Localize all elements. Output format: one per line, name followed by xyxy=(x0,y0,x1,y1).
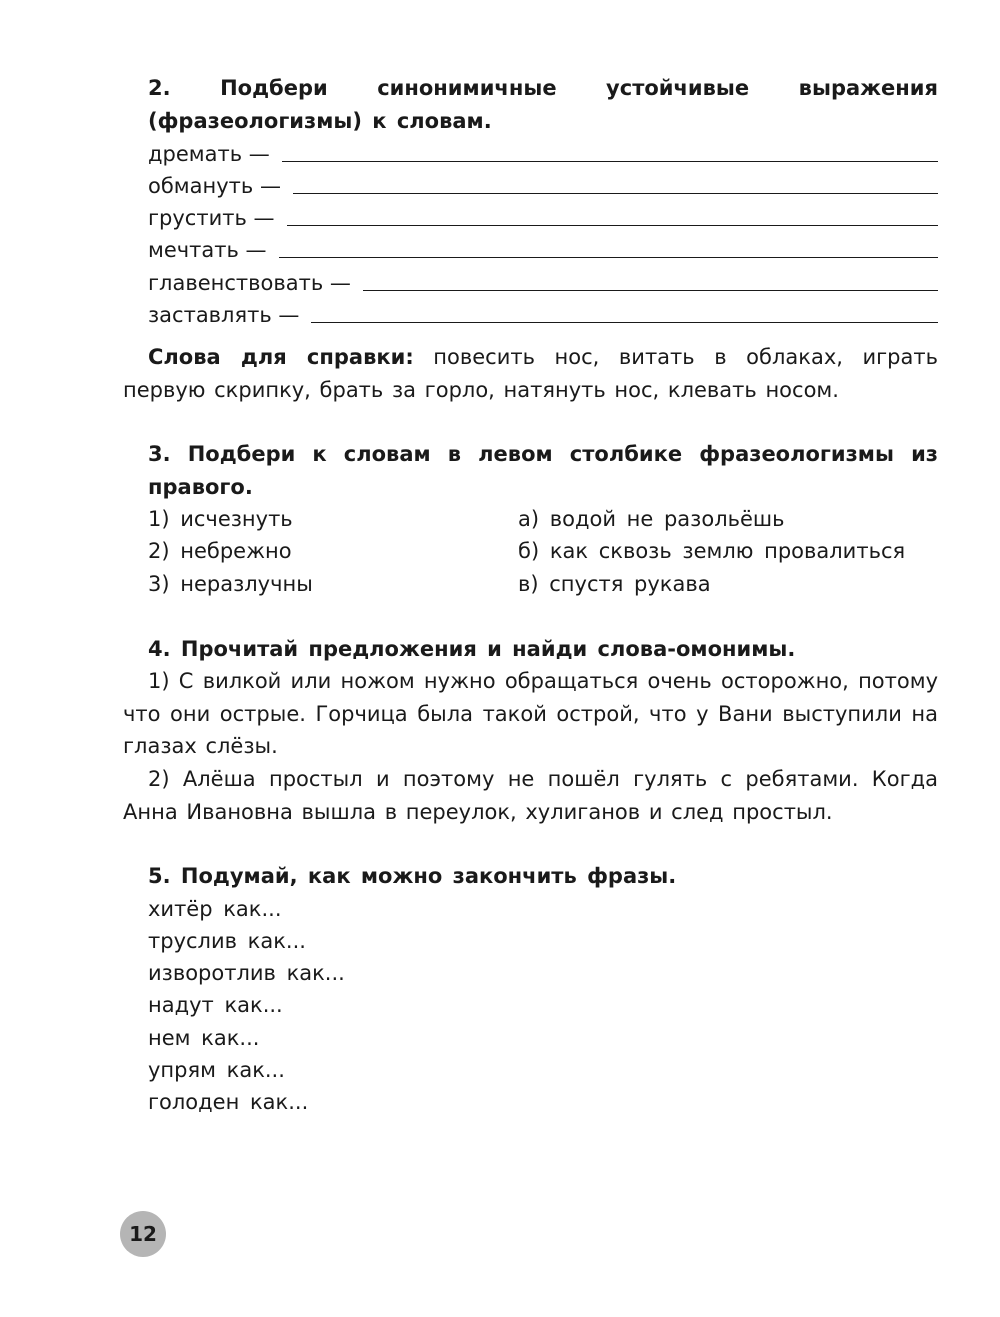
task-2-title: 2. Подбери синонимичные устойчивые выражения (фразеологизмы) к словам. xyxy=(148,76,938,133)
fill-row-1 xyxy=(148,138,938,170)
left-column-item: 1) исчезнуть xyxy=(148,507,293,531)
fill-row-6 xyxy=(148,299,938,331)
fill-row-4 xyxy=(148,234,938,266)
task-4-paragraph-1: 1) С вилкой или ножом нужно обращаться очень осторожно, потому что они острые. Горчица была такой острой, что у Вани выступили на глазах слёзы. xyxy=(123,669,938,758)
phrase-item: хитёр как... xyxy=(148,897,282,921)
right-column-item: а) водой не разольёшь xyxy=(518,507,785,531)
hint-text: повесить нос, витать в облаках, играть первую скрипку, брать за горло, натянуть нос, клевать носом. xyxy=(123,345,938,402)
right-column-item: в) спустя рукава xyxy=(518,572,711,596)
fill-word: дремать — xyxy=(148,142,270,166)
task-5-title: 5. Подумай, как можно закончить фразы. xyxy=(148,864,677,888)
phrase-item: надут как... xyxy=(148,993,283,1017)
fill-row-5 xyxy=(148,267,938,299)
task-3-title: 3. Подбери к словам в левом столбике фразеологизмы из правого. xyxy=(148,442,938,499)
left-column-item: 2) небрежно xyxy=(148,539,292,563)
phrase-item: нем как... xyxy=(148,1026,260,1050)
answer-line[interactable] xyxy=(282,161,938,162)
fill-word: главенствовать — xyxy=(148,271,351,295)
page-number: 12 xyxy=(129,1222,157,1246)
answer-line[interactable] xyxy=(287,225,938,226)
task-4-paragraph-2: 2) Алёша простыл и поэтому не пошёл гулять с ребятами. Когда Анна Ивановна вышла в переулок, хулиганов и след простыл. xyxy=(123,767,938,824)
answer-line[interactable] xyxy=(279,257,938,258)
fill-row-2 xyxy=(148,170,938,202)
hint-paragraph xyxy=(123,341,938,406)
fill-word: обмануть — xyxy=(148,174,281,198)
phrase-item: голоден как... xyxy=(148,1090,309,1114)
fill-word: заставлять — xyxy=(148,303,300,327)
phrase-item: изворотлив как... xyxy=(148,961,345,985)
answer-line[interactable] xyxy=(311,322,938,323)
phrase-item: упрям как... xyxy=(148,1058,285,1082)
page-number-badge xyxy=(120,1211,166,1257)
phrase-item: труслив как... xyxy=(148,929,306,953)
fill-word: грустить — xyxy=(148,206,275,230)
left-column-item: 3) неразлучны xyxy=(148,572,313,596)
answer-line[interactable] xyxy=(293,193,938,194)
fill-word: мечтать — xyxy=(148,238,267,262)
fill-row-3 xyxy=(148,202,938,234)
task-4-title: 4. Прочитай предложения и найди слова-омонимы. xyxy=(148,637,796,661)
answer-line[interactable] xyxy=(363,290,938,291)
hint-label: Слова для справки: xyxy=(148,345,414,369)
right-column-item: б) как сквозь землю провалиться xyxy=(518,539,906,563)
